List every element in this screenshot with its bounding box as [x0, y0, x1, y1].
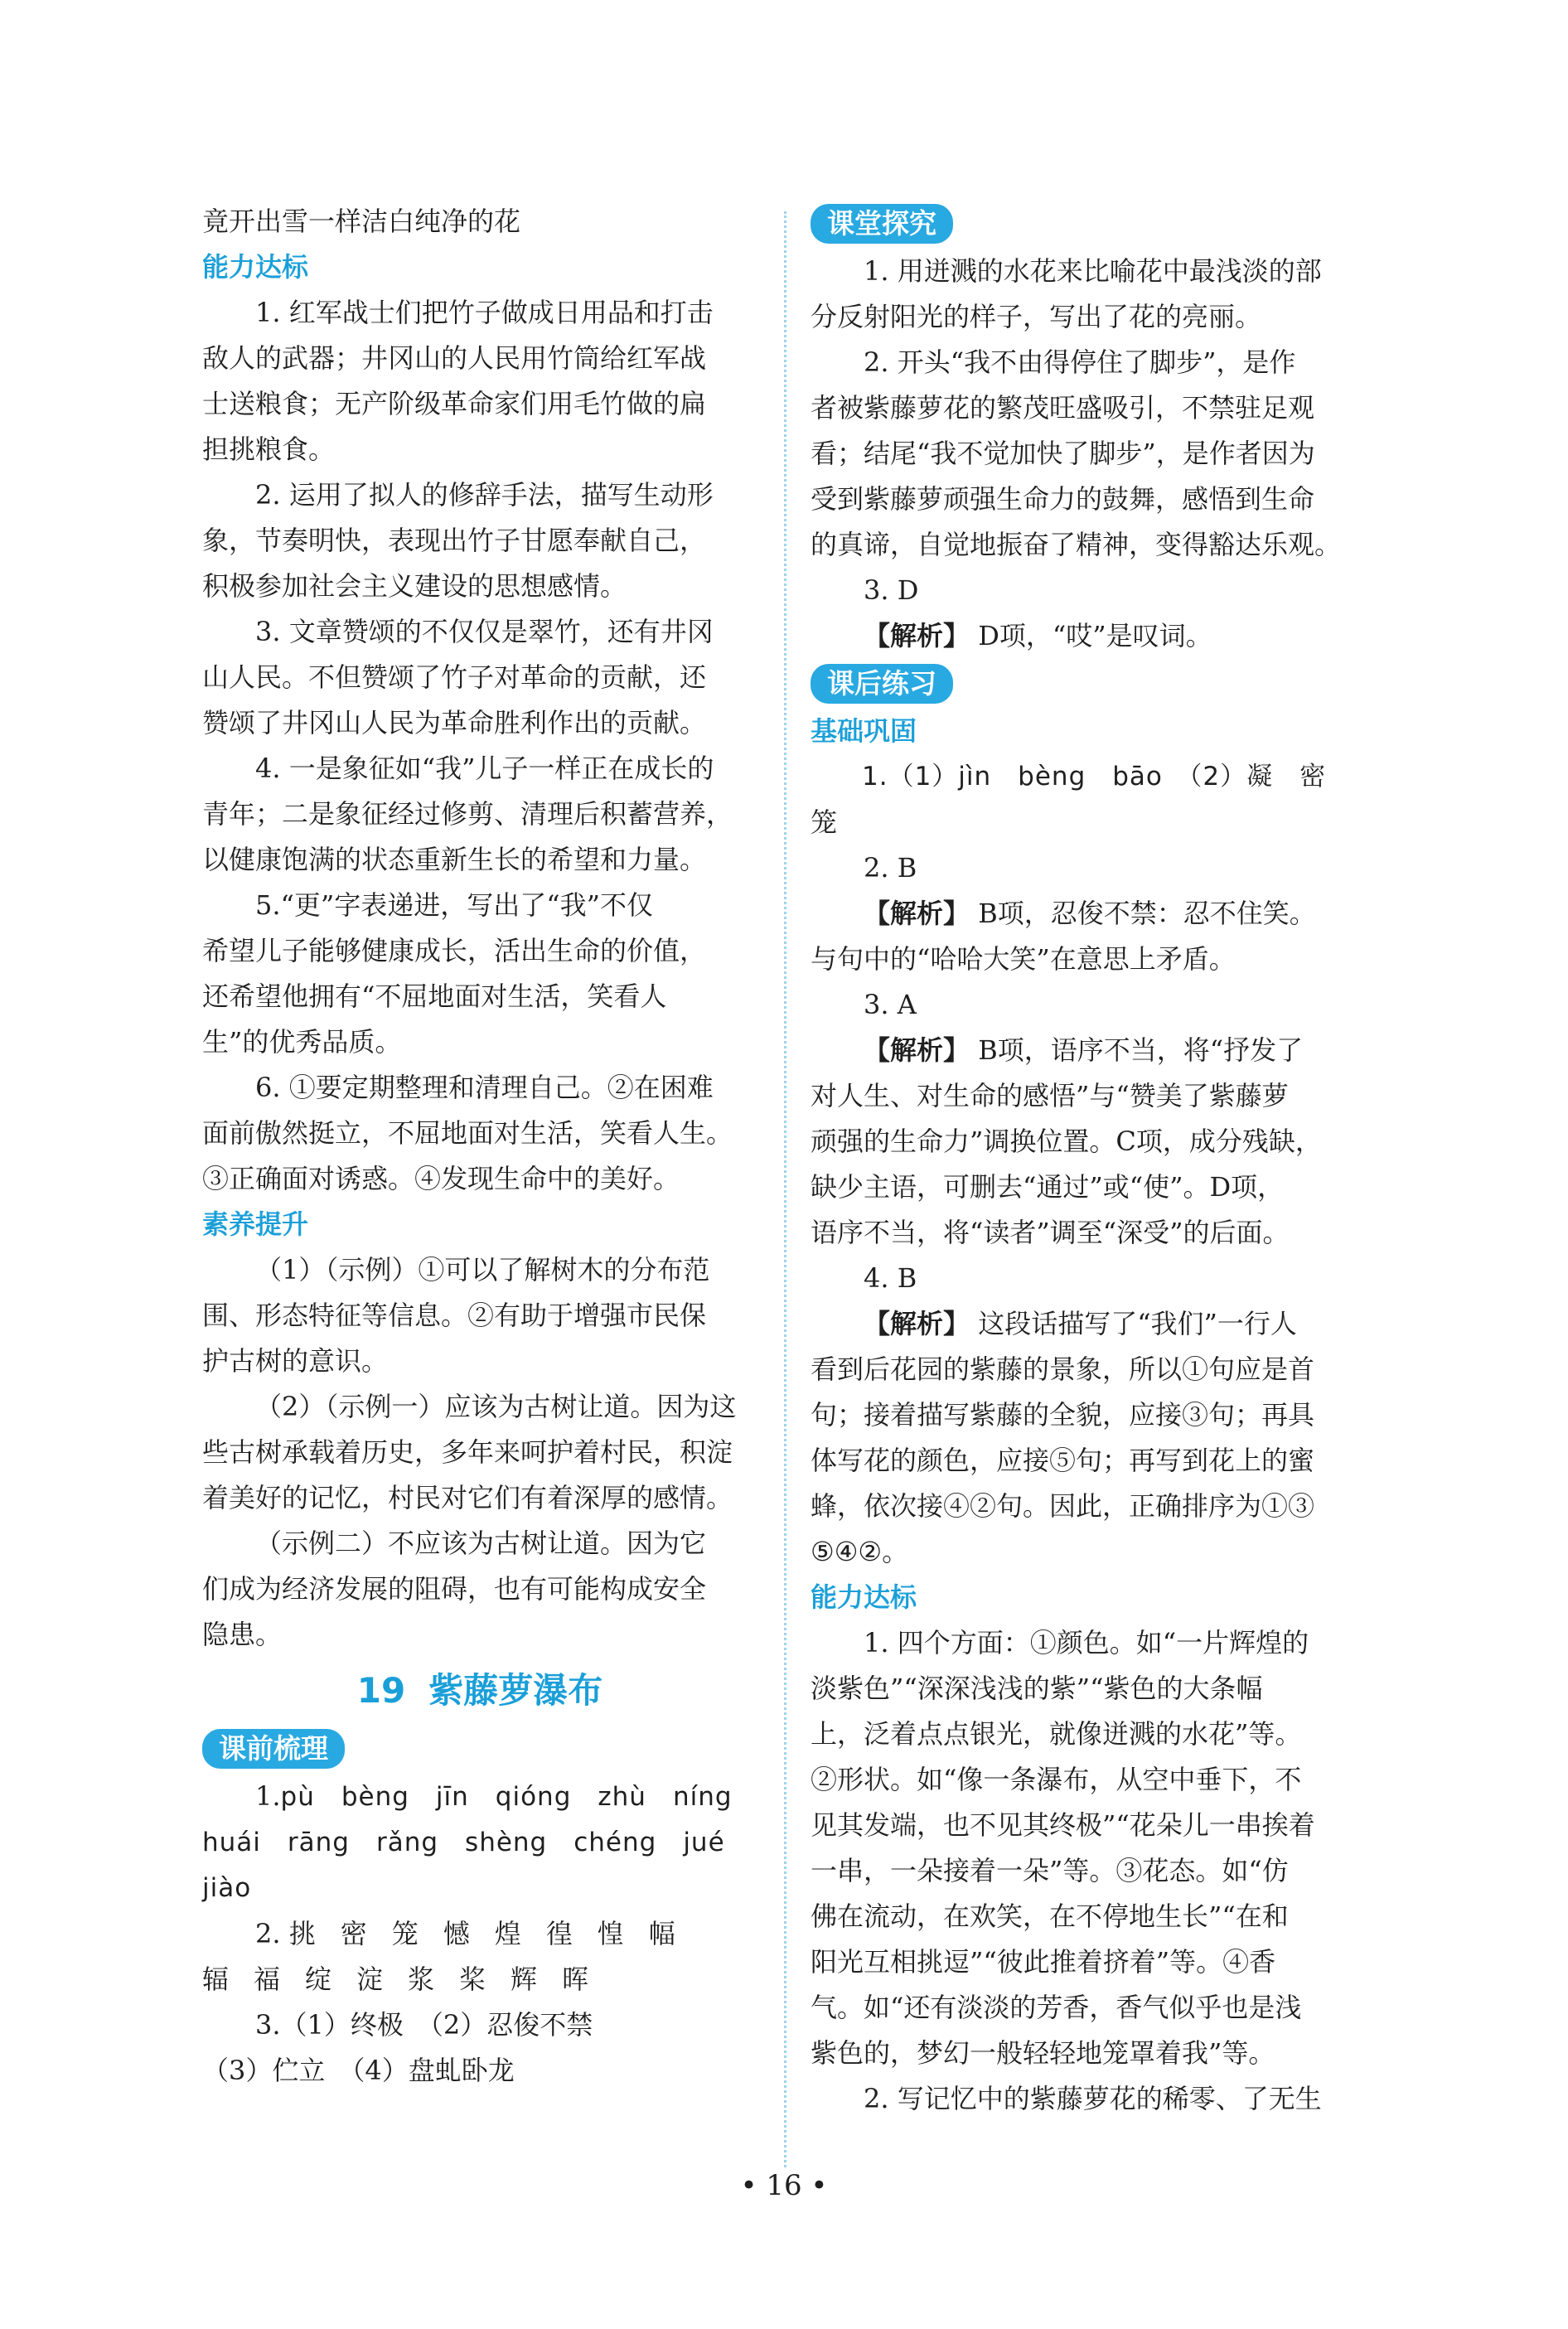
answer-5: 5.“更”字表递进，写出了“我”不仅 希望儿子能够健康成长，活出生命的价值， 还希望他拥有“不屈地面对生活，笑看人 生”的优秀品质。 [202, 889, 707, 1058]
badge-after-class: 课后练习 [811, 664, 953, 704]
answer-1: 1. 红军战士们把竹子做成日用品和打击 敌人的武器；井冈山的人民用竹筒给红军战 士送粮食；无产阶级革命家们用毛竹做的扁 担挑粮食。 [202, 297, 714, 465]
literacy-answer-3: （示例二）不应该为古树让道。因为它 们成为经济发展的阻碍，也有可能构成安全 隐患。 [202, 1528, 707, 1650]
lesson-number: 19 [356, 1670, 406, 1711]
column-divider [784, 211, 786, 2167]
section-heading-ability: 能力达标 [202, 251, 309, 283]
badge-preview: 课前梳理 [202, 1729, 345, 1769]
intro-line: 竟开出雪一样洁白纯净的花 [202, 206, 521, 237]
preview-answer-2: 2. 挑密笼憾煌徨惶幅 辐福绽淀浆桨辉晖 [202, 1918, 700, 1995]
literacy-answer-1: （1）（示例）①可以了解树木的分布范 围、形态特征等信息。②有助于增强市民保 护古树的意识。 [202, 1254, 710, 1377]
basics-answer-4: 4. B [864, 1262, 917, 1294]
inquiry-answer-3: 3. D [864, 574, 919, 606]
ability-answer-2: 2. 写记忆中的紫藤萝花的稀零、了无生 [864, 2083, 1322, 2114]
answer-6: 6. ①要定期整理和清理自己。②在困难 面前傲然挺立，不屈地面对生活，笑看人生。 ③正确面对诱惑。④发现生命中的美好。 [202, 1072, 733, 1194]
lesson-title [202, 1658, 757, 1724]
lesson-name: 紫藤萝瀑布 [428, 1670, 603, 1711]
basics-analysis-4: 【解析】 这段话描写了“我们”一行人 看到后花园的紫藤的景象，所以①句应是首 句；接着描写紫藤的全貌，应接③句；再具 体写花的颜色，应接⑤句；再写到花上的蜜 蜂，依次接④②句。因此，正确排序为①③ ⑤④②。 [811, 1308, 1315, 1567]
answer-4: 4. 一是象征如“我”儿子一样正在成长的 青年；二是象征经过修剪、清理后积蓄营养， 以健康饱满的状态重新生长的希望和力量。 [202, 753, 733, 875]
section-heading-basics: 基础巩固 [811, 715, 917, 747]
ability-answer-1: 1. 四个方面：①颜色。如“一片辉煌的 淡紫色”“深深浅浅的紫”“紫色的大条幅 上，泛着点点银光，就像迸溅的水花”等。 ②形状。如“像一条瀑布，从空中垂下，不 见其发端，也不见其终极”“花朵儿一串挨着 一串，一朵接着一朵”等。③花态。如“仿 佛在流动，在欢笑，在不停地生长”“在和 阳光互相挑逗”“彼此推着挤着”等。④香 气。如“还有淡淡的芳香，香气似乎也是浅 紫色的，梦幻一般轻轻地笼罩着我”等。 [811, 1627, 1315, 2069]
preview-answer-3: 3.（1）终极 （2）忍俊不禁 （3）伫立 （4）盘虬卧龙 [202, 2009, 593, 2086]
section-heading-literacy: 素养提升 [202, 1208, 309, 1240]
basics-analysis-3: 【解析】 B项，语序不当，将“抒发了 对人生、对生命的感悟”与“赞美了紫藤萝 顽强的生命力”调换位置。C项，成分残缺， 缺少主语，可删去“通过”或“使”。D项， 语序不当，将“读者”调至“深受”的后面。 [811, 1034, 1322, 1248]
basics-answer-2: 2. B [864, 852, 917, 884]
answer-2: 2. 运用了拟人的修辞手法，描写生动形 象，节奏明快，表现出竹子甘愿奉献自己， 积极参加社会主义建设的思想感情。 [202, 479, 714, 602]
page-number: • 16 • [740, 2169, 828, 2202]
inquiry-analysis-3: 【解析】 D项，“哎”是叹词。 [864, 620, 1212, 651]
inquiry-answer-2: 2. 开头“我不由得停住了脚步”，是作 者被紫藤萝花的繁茂旺盛吸引，不禁驻足观 看；结尾“我不觉加快了脚步”，是作者因为 受到紫藤萝顽强生命力的鼓舞，感悟到生命 的真谛，自觉地振奋了精神，变得豁达乐观。 [811, 346, 1342, 560]
answer-3: 3. 文章赞颂的不仅仅是翠竹，还有井冈 山人民。不但赞颂了竹子对革命的贡献，还 赞颂了井冈山人民为革命胜利作出的贡献。 [202, 616, 714, 738]
preview-answer-1: 1.pù bèng jīn qióng zhù níng huái rāng rǎng shèng chéng jué jiào [202, 1780, 733, 1903]
literacy-answer-2: （2）（示例一）应该为古树让道。因为这 些古树承载着历史，多年来呵护着村民，积淀 着美好的记忆，村民对它们有着深厚的感情。 [202, 1391, 737, 1513]
section-heading-ability-2: 能力达标 [811, 1581, 917, 1613]
left-column [202, 199, 757, 2094]
inquiry-answer-1: 1. 用迸溅的水花来比喻花中最浅淡的部 分反射阳光的样子，写出了花的亮丽。 [811, 255, 1322, 332]
right-column [811, 199, 1366, 2122]
basics-answer-1: 1.（1）jìn bèng bāo （2）凝 密 笼 [811, 762, 1327, 838]
badge-class-inquiry: 课堂探究 [811, 204, 953, 244]
basics-analysis-2: 【解析】 B项，忍俊不禁：忍不住笑。 与句中的“哈哈大笑”在意思上矛盾。 [811, 898, 1316, 975]
basics-answer-3: 3. A [864, 989, 917, 1020]
